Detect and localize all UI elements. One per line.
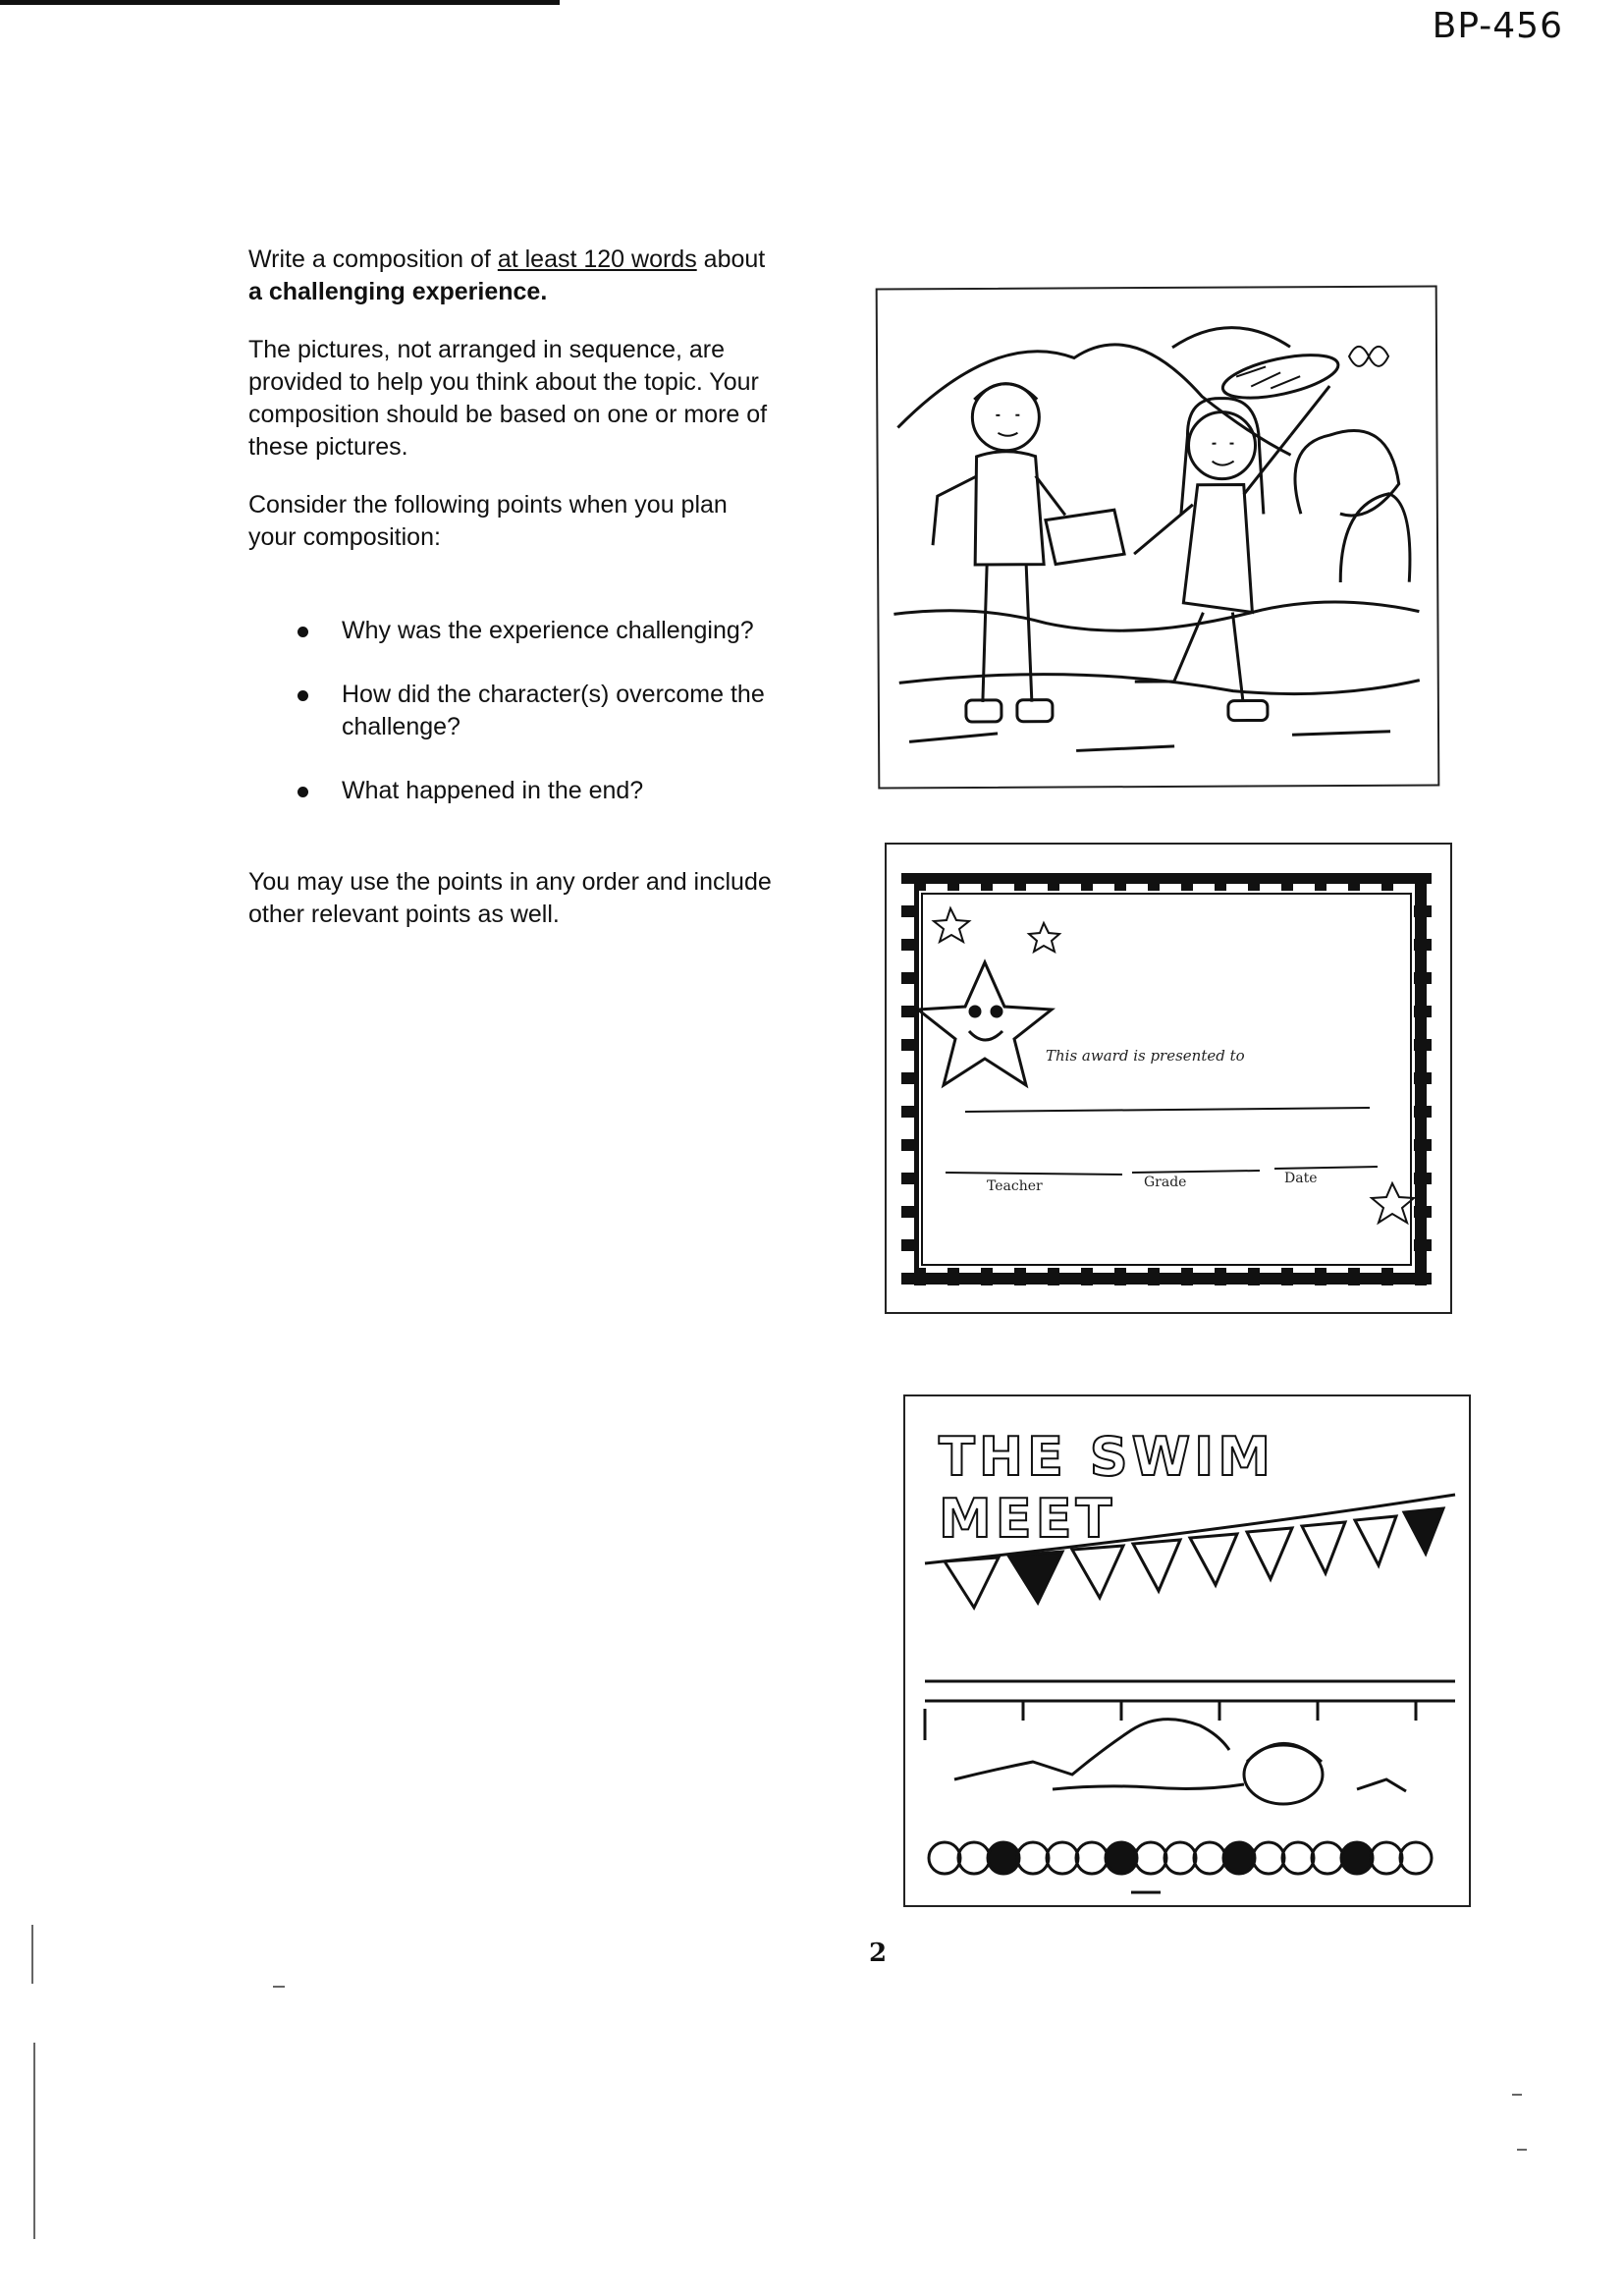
scan-speck (1517, 2149, 1527, 2151)
bullet-point: How did the character(s) overcome the challenge? (342, 679, 779, 743)
teacher-label: Teacher (987, 1178, 1043, 1194)
boy-figure (932, 383, 1125, 722)
pool-edge (925, 1681, 1455, 1740)
bullet-point: Why was the experience challenging? (342, 615, 779, 647)
points-intro: Consider the following points when you plan your composition: (248, 491, 728, 551)
girl-figure (1133, 398, 1292, 721)
composition-prompt (248, 244, 779, 957)
date-label: Date (1284, 1171, 1318, 1186)
lane-rope (929, 1842, 1432, 1874)
certificate-picture (885, 843, 1452, 1314)
scan-speck (33, 2043, 35, 2239)
bunting-flags (945, 1508, 1443, 1608)
closing-note: You may use the points in any order and include other relevant points as well. (248, 868, 772, 928)
swim-meet-picture (903, 1394, 1471, 1907)
grade-label: Grade (1144, 1175, 1187, 1190)
guiding-points (248, 615, 779, 807)
scan-speck (31, 1925, 33, 1984)
swim-meet-title: THE SWIM MEET (939, 1426, 1274, 1550)
presented-to-label: This award is presented to (1046, 1047, 1245, 1065)
swimmer-figure (954, 1720, 1406, 1804)
task-instruction: Write a composition of at least 120 words about a challenging experience. (248, 246, 766, 305)
scan-speck (1512, 2094, 1522, 2096)
word-count-requirement: at least 120 words (497, 246, 697, 273)
top-rule (0, 0, 560, 5)
pictures-note: The pictures, not arranged in sequence, are provided to help you think about the topic. Your composition should be based on one or more of these pictures. (248, 336, 768, 461)
composition-topic: a challenging experience. (248, 278, 548, 305)
bunting-rope (925, 1495, 1455, 1563)
bullet-point: What happened in the end? (342, 775, 779, 807)
scan-speck (273, 1986, 285, 1988)
hiking-picture (876, 286, 1440, 790)
page-number: 2 (869, 1939, 888, 1968)
paper-code: BP-456 (1432, 6, 1563, 46)
